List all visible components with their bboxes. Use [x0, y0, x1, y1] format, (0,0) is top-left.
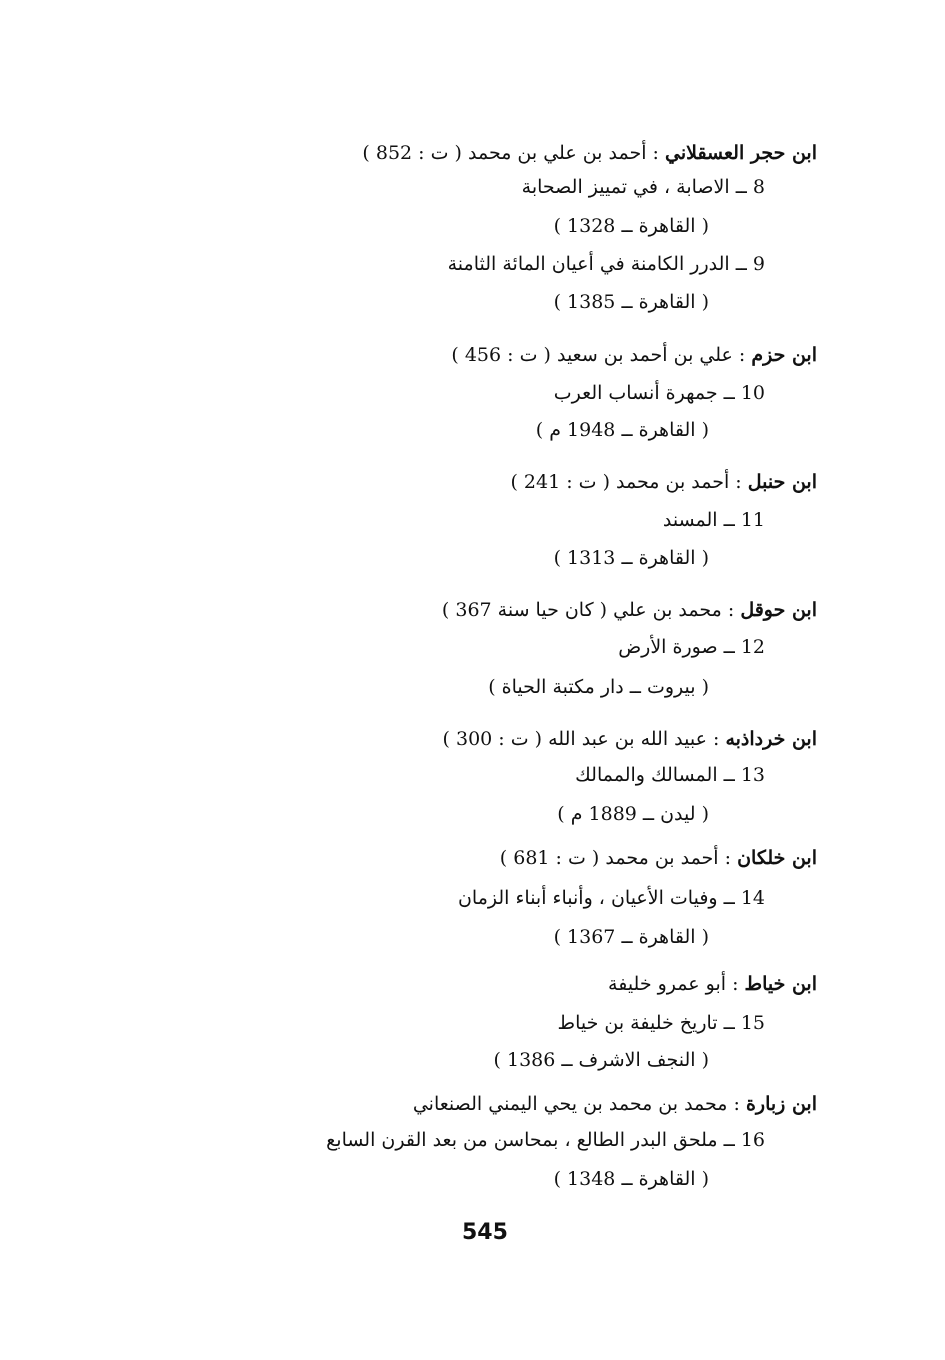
publication-line: ( القاهرة ــ 1948 م ): [535, 419, 709, 441]
work-title: وفيات الأعيان ، وأنباء أبناء الزمان: [457, 887, 718, 909]
publication-line: ( القاهرة ــ 1385 ): [553, 291, 709, 313]
work-number: 14: [740, 887, 765, 909]
work-number: 13: [740, 764, 765, 786]
author-name: ابن حنبل: [747, 471, 817, 493]
author-details: : أبو عمرو خليفة: [608, 973, 745, 995]
publication-line: ( القاهرة ــ 1367 ): [553, 926, 709, 948]
author-line: [442, 595, 817, 625]
publication-line: ( بيروت ــ دار مكتبة الحياة ): [488, 676, 709, 698]
author-name: ابن حوقل: [740, 599, 817, 621]
work-line: 12 ــ صورة الأرض: [618, 636, 765, 658]
publication-line: ( القاهرة ــ 1348 ): [553, 1168, 709, 1190]
work-number: 10: [740, 382, 765, 404]
author-line: [413, 1089, 817, 1119]
work-number: 12: [740, 636, 765, 658]
author-line: [608, 969, 817, 999]
work-title: المسالك والممالك: [575, 764, 718, 786]
page-number: 545: [462, 1220, 508, 1245]
author-name: ابن خلكان: [737, 847, 817, 869]
work-number: 16: [740, 1129, 765, 1151]
work-number: 9: [752, 253, 765, 275]
author-details: : محمد بن محمد بن يحي اليمني الصنعاني: [412, 1093, 746, 1115]
work-line: 10 ــ جمهرة أنساب العرب: [553, 382, 765, 404]
work-title: صورة الأرض: [618, 636, 718, 658]
publication-line: ( القاهرة ــ 1328 ): [553, 215, 709, 237]
author-line: [500, 843, 817, 873]
author-line: [362, 138, 817, 168]
work-line: 16 ــ ملحق البدر الطالع ، بمحاسن من بعد القرن السابع: [326, 1129, 765, 1151]
author-name: ابن حجر العسقلاني: [664, 142, 817, 164]
publication-line: ( النجف الاشرف ــ 1386 ): [493, 1049, 709, 1071]
work-title: جمهرة أنساب العرب: [553, 382, 718, 404]
author-name: ابن حزم: [751, 344, 817, 366]
work-title: ملحق البدر الطالع ، بمحاسن من بعد القرن السابع: [326, 1129, 718, 1151]
author-name: ابن خياط: [744, 973, 817, 995]
work-number: 8: [752, 176, 765, 198]
work-line: 9 ــ الدرر الكامنة في أعيان المائة الثامنة: [447, 253, 765, 275]
work-line: 15 ــ تاريخ خليفة بن خياط: [557, 1012, 765, 1034]
work-number: 15: [740, 1012, 765, 1034]
author-name: ابن زبارة: [745, 1093, 817, 1115]
publication-line: ( ليدن ــ 1889 م ): [557, 803, 709, 825]
author-line: [451, 340, 817, 370]
work-line: 13 ــ المسالك والممالك: [575, 764, 765, 786]
work-number: 11: [740, 509, 765, 531]
author-name: ابن خرداذبه: [725, 728, 817, 750]
work-line: 11 ــ المسند: [662, 509, 765, 531]
work-title: المسند: [662, 509, 718, 531]
work-title: تاريخ خليفة بن خياط: [557, 1012, 718, 1034]
author-details: : عبيد الله بن عبد الله ( ت : 300 ): [442, 728, 726, 750]
author-details: : أحمد بن علي بن محمد ( ت : 852 ): [362, 142, 665, 164]
author-line: [510, 467, 817, 497]
author-details: : محمد بن علي ( كان حيا سنة 367 ): [441, 599, 741, 621]
author-details: : أحمد بن محمد ( ت : 241 ): [510, 471, 748, 493]
author-details: : أحمد بن محمد ( ت : 681 ): [499, 847, 738, 869]
author-details: : علي بن أحمد بن سعيد ( ت : 456 ): [451, 344, 752, 366]
work-line: 14 ــ وفيات الأعيان ، وأنباء أبناء الزمان: [457, 887, 765, 909]
work-title: الدرر الكامنة في أعيان المائة الثامنة: [447, 253, 730, 275]
publication-line: ( القاهرة ــ 1313 ): [553, 547, 709, 569]
work-title: الاصابة ، في تمييز الصحابة: [521, 176, 730, 198]
work-line: 8 ــ الاصابة ، في تمييز الصحابة: [521, 176, 765, 198]
author-line: [443, 724, 817, 754]
